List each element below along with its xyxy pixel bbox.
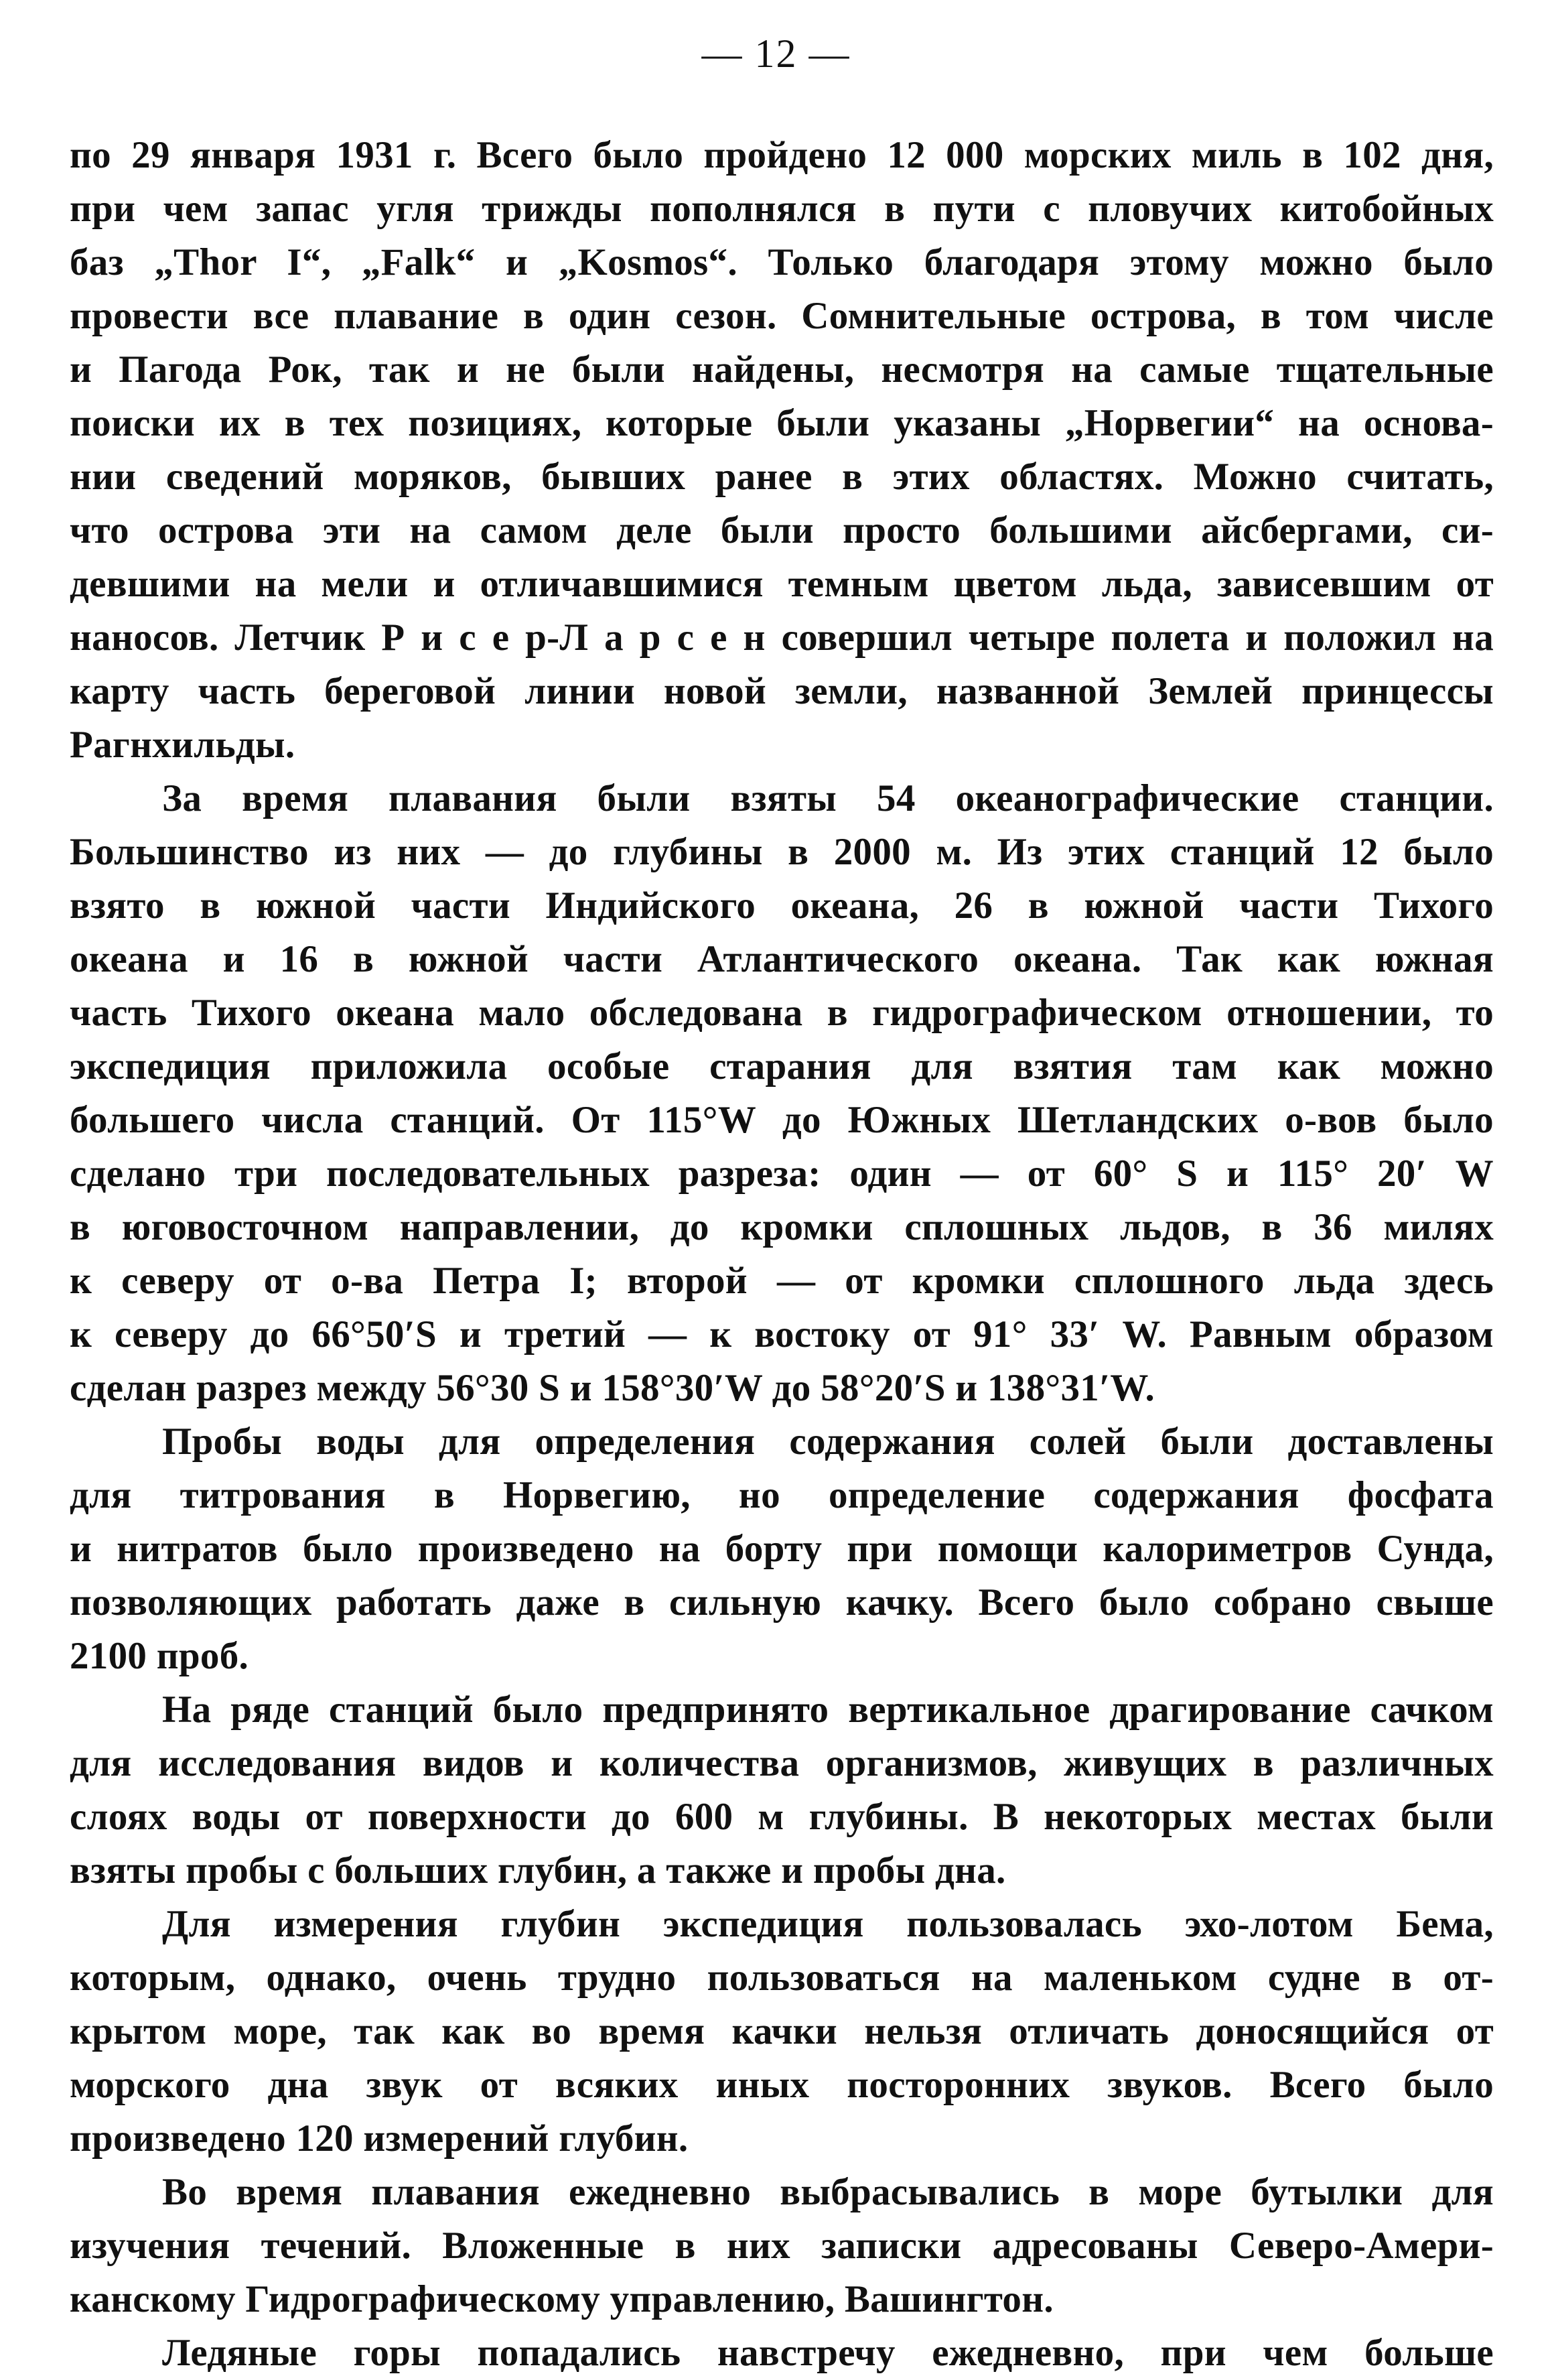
text-line: слоях воды от поверхности до 600 м глубины. В некоторых местах были: [70, 1796, 1494, 1838]
paragraph: [70, 2166, 1494, 2326]
text-line: при чем запас угля трижды пополнялся в пути с пловучих китобойных: [70, 188, 1494, 230]
text-line: девшими на мели и отличавшимися темным цветом льда, зависевшим от: [70, 563, 1494, 605]
paragraph: [70, 129, 1494, 772]
text-line: изучения течений. Вложенные в них записки адресованы Северо-Амери-: [70, 2225, 1494, 2267]
text-line: к северу до 66°50′S и третий — к востоку от 91° 33′ W. Равным образом: [70, 1313, 1494, 1356]
text-line: к северу от о-ва Петра I; второй — от кромки сплошного льда здесь: [70, 1260, 1494, 1302]
text-line: и нитратов было произведено на борту при помощи калориметров Сунда,: [70, 1528, 1494, 1570]
text-line: морского дна звук от всяких иных посторонних звуков. Всего было: [70, 2064, 1494, 2106]
text-line: большего числа станций. От 115°W до Южных Шетландских о-вов было: [70, 1099, 1494, 1141]
paragraph: [70, 1898, 1494, 2166]
text-line: Для измерения глубин экспедиция пользовалась эхо-лотом Бема,: [162, 1903, 1494, 1945]
text-line: произведено 120 измерений глубин.: [70, 2117, 689, 2160]
paragraph: [70, 2326, 1494, 2380]
text-line: взяты пробы с больших глубин, а также и пробы дна.: [70, 1849, 1006, 1892]
text-line: океана и 16 в южной части Атлантического океана. Так как южная: [70, 938, 1494, 980]
paragraph: [70, 1683, 1494, 1898]
text-line: что острова эти на самом деле были просто большими айсбергами, си-: [70, 509, 1494, 551]
text-line: взято в южной части Индийского океана, 26 в южной части Тихого: [70, 884, 1494, 927]
text-line: в юговосточном направлении, до кромки сплошных льдов, в 36 милях: [70, 1206, 1494, 1248]
text-line: экспедиция приложила особые старания для взятия там как можно: [70, 1045, 1494, 1087]
text-line: провести все плавание в один сезон. Сомнительные острова, в том числе: [70, 295, 1494, 337]
text-line: За время плавания были взяты 54 океанографические станции.: [162, 777, 1494, 819]
paragraph: [70, 1415, 1494, 1683]
text-line: Ледяные горы попадались навстречу ежедневно, при чем больше: [162, 2332, 1494, 2374]
text-line: для исследования видов и количества организмов, живущих в различных: [70, 1742, 1494, 1784]
text-line: Рагнхильды.: [70, 724, 295, 766]
body-text: [70, 129, 1494, 2380]
text-line: баз „Thor I“, „Falk“ и „Kosmos“. Только благодаря этому можно было: [70, 241, 1494, 283]
text-line: крытом море, так как во время качки нельзя отличать доносящийся от: [70, 2010, 1494, 2052]
text-line: сделан разрез между 56°30 S и 158°30′W до 58°20′S и 138°31′W.: [70, 1367, 1155, 1409]
text-line: наносов. Летчик Р и с е р-Л а р с е н совершил четыре полета и положил на: [70, 616, 1494, 659]
text-line: Во время плавания ежедневно выбрасывались в море бутылки для: [162, 2171, 1494, 2213]
page-number: — 12 —: [701, 31, 851, 76]
text-line: которым, однако, очень трудно пользоваться на маленьком судне в от-: [70, 1957, 1494, 1999]
text-line: карту часть береговой линии новой земли, названной Землей принцессы: [70, 670, 1494, 712]
text-line: поиски их в тех позициях, которые были указаны „Норвегии“ на основа-: [70, 402, 1494, 444]
text-line: 2100 проб.: [70, 1635, 249, 1677]
text-line: и Пагода Рок, так и не были найдены, несмотря на самые тщательные: [70, 348, 1494, 391]
text-line: позволяющих работать даже в сильную качку. Всего было собрано свыше: [70, 1581, 1494, 1624]
text-line: для титрования в Норвегию, но определение содержания фосфата: [70, 1474, 1494, 1516]
text-line: На ряде станций было предпринято вертикальное драгирование сачком: [162, 1689, 1494, 1731]
text-line: сделано три последовательных разреза: один — от 60° S и 115° 20′ W: [70, 1152, 1494, 1195]
text-line: Пробы воды для определения содержания солей были доставлены: [162, 1420, 1494, 1463]
text-line: Большинство из них — до глубины в 2000 м. Из этих станций 12 было: [70, 831, 1494, 873]
text-line: нии сведений моряков, бывших ранее в этих областях. Можно считать,: [70, 456, 1494, 498]
text-line: по 29 января 1931 г. Всего было пройдено 12 000 морских миль в 102 дня,: [70, 134, 1494, 176]
text-line: канскому Гидрографическому управлению, Вашингтон.: [70, 2278, 1054, 2320]
paragraph: [70, 772, 1494, 1415]
text-line: часть Тихого океана мало обследована в гидрографическом отношении, то: [70, 992, 1494, 1034]
